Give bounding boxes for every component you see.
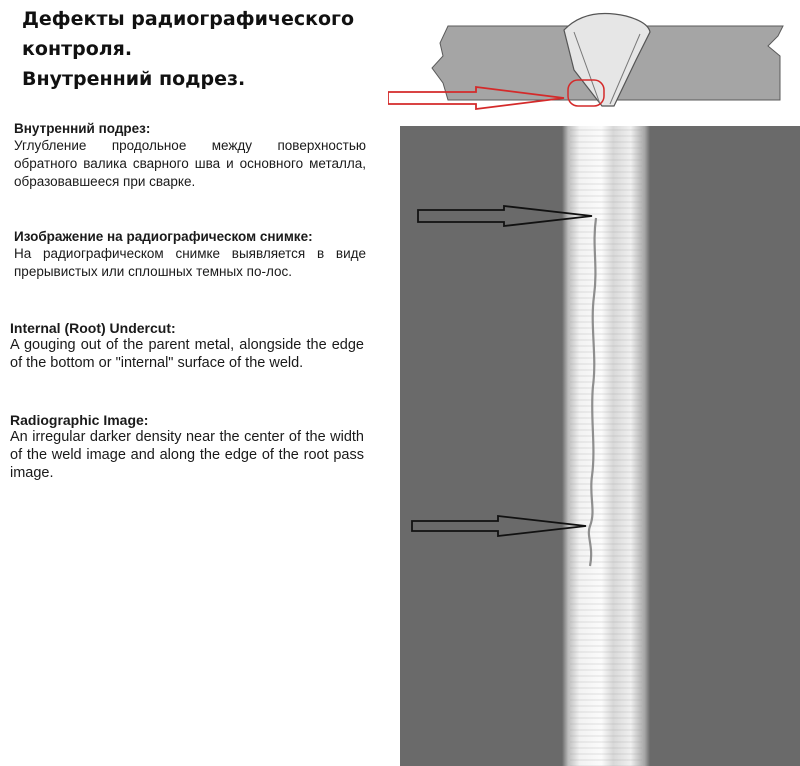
definition-ru-heading: Внутренний подрез: [14, 121, 151, 136]
radiograph-en-heading: Radiographic Image: [10, 412, 149, 428]
title-line-3: Внутренний подрез. [22, 68, 246, 90]
definition-ru [14, 121, 366, 191]
radiograph-ru [14, 229, 366, 281]
title-line-1: Дефекты радиографического [22, 8, 355, 30]
radiograph-ru-heading: Изображение на радиографическом снимке: [14, 229, 313, 244]
weld-cross-section-diagram [388, 8, 788, 118]
radiograph-en [10, 412, 364, 482]
page-title [22, 4, 382, 94]
definition-en [10, 320, 364, 372]
definition-ru-body: Углубление продольное между поверхностью обратного валика сварного шва и основного металла, образовавшееся при сварке. [14, 138, 366, 189]
title-line-2: контроля. [22, 38, 133, 60]
definition-en-heading: Internal (Root) Undercut: [10, 320, 176, 336]
radiograph-ru-body: На радиографическом снимке выявляется в виде прерывистых или сплошных темных по-лос. [14, 246, 366, 279]
radiograph-film [400, 126, 800, 766]
radiograph-en-body: An irregular darker density near the center of the width of the weld image and along the edge of the root pass image. [10, 429, 364, 481]
definition-en-body: A gouging out of the parent metal, alongside the edge of the bottom or "internal" surface of the weld. [10, 337, 364, 371]
weld-ripple-texture [570, 126, 642, 766]
